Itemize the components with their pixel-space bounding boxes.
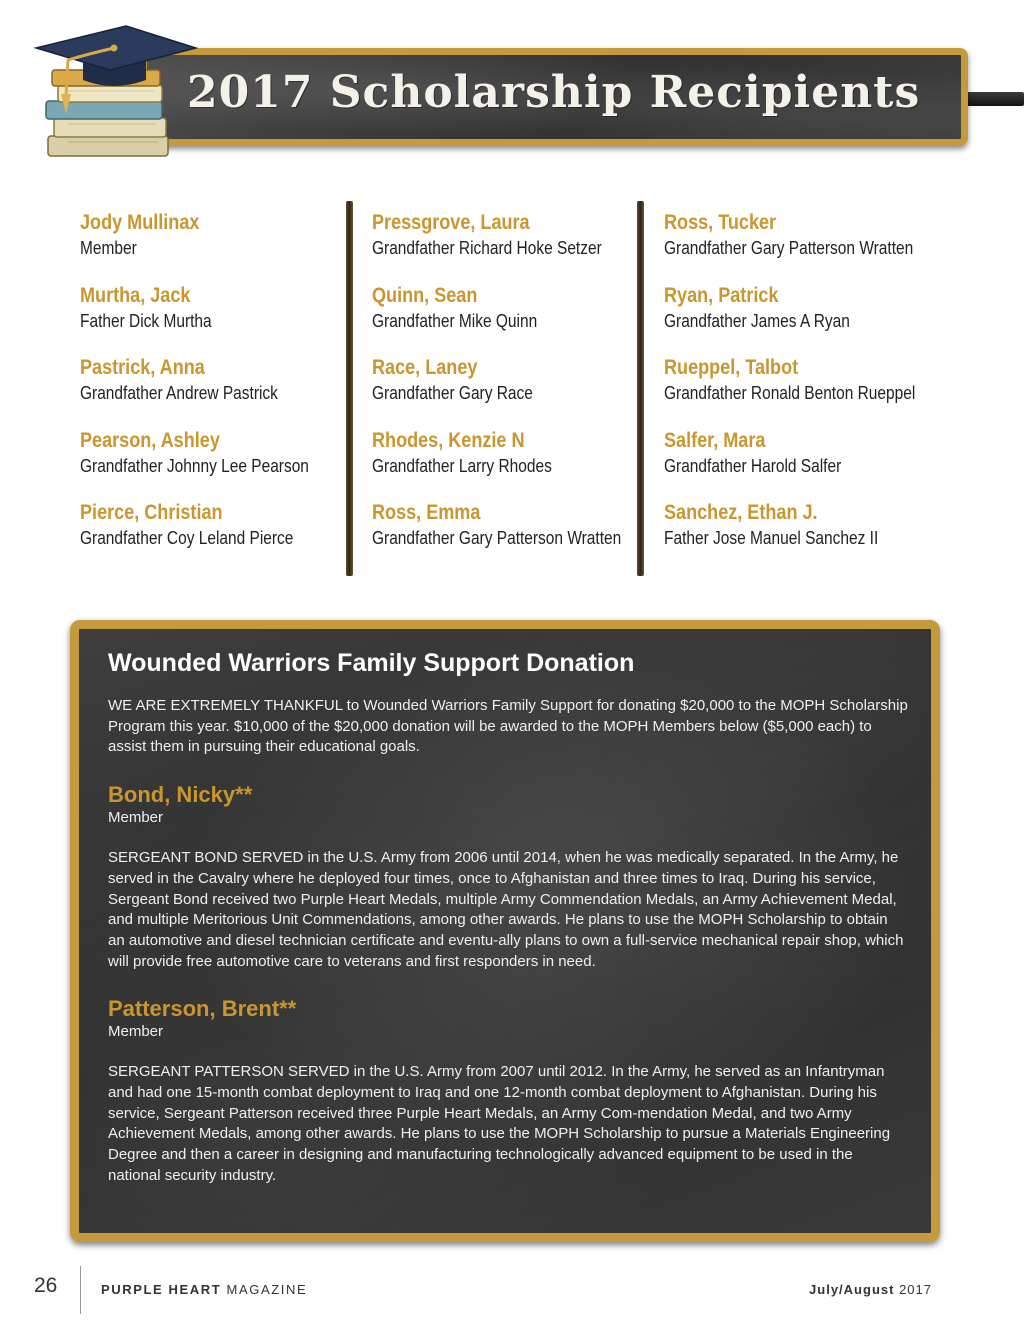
recipient-entry — [372, 500, 632, 573]
recipients-column-2 — [372, 210, 632, 573]
donee-bio: SERGEANT PATTERSON SERVED in the U.S. Army from 2007 until 2012. In the Army, he served as an Infantryman and had one 15-month combat deployment to Iraq and one 12-month combat deployment to Afghanistan. During his service, Sergeant Patterson received three Purple Heart Medals, an Army Com-mendation Medal, and two Army Achievement Medals, among other awards. He plans to use the MOPH Scholarship to pursue a Materials Engineering Degree and then a career in designing and manufacturing technologically advanced equipment to be used in the national security industry. — [108, 1063, 891, 1184]
recipient-entry — [664, 500, 924, 573]
column-divider — [346, 201, 353, 576]
recipient-relation: Grandfather Ronald Benton Rueppel — [664, 383, 916, 403]
recipient-name: Jody Mullinax — [80, 211, 200, 234]
column-divider — [637, 201, 644, 576]
magazine-name-bold: PURPLE HEART — [101, 1282, 222, 1297]
recipient-entry — [372, 428, 632, 501]
recipient-relation: Grandfather Gary Patterson Wratten — [372, 528, 622, 548]
recipient-name: Pressgrove, Laura — [372, 211, 530, 234]
footer-divider — [80, 1266, 81, 1314]
page-number: 26 — [34, 1274, 58, 1297]
recipient-name: Ross, Emma — [372, 501, 481, 524]
recipient-entry — [372, 210, 632, 283]
recipient-entry — [372, 283, 632, 356]
donation-intro: WE ARE EXTREMELY THANKFUL to Wounded Warriors Family Support for donating $20,000 to the MOPH Scholarship Program this year. $10,000 of the $20,000 donation will be awarded to the MOPH Members below ($5,000 each) to assist them in pursuing their educational goals. — [108, 697, 908, 756]
recipient-relation: Father Jose Manuel Sanchez II — [664, 528, 879, 548]
recipient-name: Pearson, Ashley — [80, 428, 220, 452]
recipient-name: Rueppel, Talbot — [664, 356, 799, 379]
recipient-name: Race, Laney — [372, 356, 478, 379]
recipient-relation: Member — [80, 238, 137, 258]
recipient-name: Ryan, Patrick — [664, 283, 779, 307]
recipient-entry — [664, 428, 924, 501]
donee-role: Member — [108, 809, 164, 827]
recipient-name: Pastrick, Anna — [80, 356, 205, 379]
donee-name: Patterson, Brent** — [108, 996, 297, 1022]
recipient-entry — [664, 355, 924, 428]
recipient-entry — [664, 210, 924, 283]
recipient-name: Sanchez, Ethan J. — [664, 501, 818, 524]
donation-title: Wounded Warriors Family Support Donation — [108, 649, 635, 677]
recipient-entry — [80, 210, 340, 283]
recipient-relation: Grandfather Richard Hoke Setzer — [372, 238, 602, 258]
recipient-entry — [372, 355, 632, 428]
issue-month: July/August — [809, 1282, 895, 1297]
recipient-name: Rhodes, Kenzie N — [372, 428, 525, 452]
graduation-cap-books-icon — [28, 18, 198, 168]
recipient-relation: Grandfather James A Ryan — [664, 310, 850, 331]
recipient-relation: Grandfather Gary Race — [372, 383, 533, 403]
recipient-relation: Grandfather Andrew Pastrick — [80, 383, 278, 403]
recipient-name: Murtha, Jack — [80, 283, 191, 307]
donation-content — [108, 647, 908, 1187]
banner-bar-decoration — [965, 92, 1024, 106]
recipient-entry — [664, 283, 924, 356]
recipient-name: Quinn, Sean — [372, 283, 478, 307]
recipients-column-1 — [80, 210, 340, 573]
recipient-relation: Father Dick Murtha — [80, 310, 212, 331]
recipient-relation: Grandfather Mike Quinn — [372, 310, 538, 331]
recipients-column-3 — [664, 210, 924, 573]
magazine-name-rest: MAGAZINE — [226, 1282, 308, 1297]
donation-chalkboard — [70, 620, 940, 1242]
recipient-entry — [80, 428, 340, 501]
issue-year: 2017 — [899, 1282, 932, 1297]
page-title: 2017 Scholarship Recipients — [187, 67, 921, 118]
recipient-relation: Grandfather Harold Salfer — [664, 455, 842, 476]
recipient-name: Salfer, Mara — [664, 428, 766, 452]
magazine-name — [101, 1282, 307, 1297]
recipient-name: Pierce, Christian — [80, 501, 223, 524]
recipient-relation: Grandfather Coy Leland Pierce — [80, 528, 294, 548]
recipient-name: Ross, Tucker — [664, 211, 777, 234]
recipient-relation: Grandfather Johnny Lee Pearson — [80, 455, 309, 476]
recipient-relation: Grandfather Larry Rhodes — [372, 455, 552, 476]
donee-bio: SERGEANT BOND SERVED in the U.S. Army from 2006 until 2014, when he was medically separated. In the Army, he served in the Cavalry where he deployed four times, once to Afghanistan and three times to Iraq. During his service, Sergeant Bond received two Purple Heart Medals, multiple Army Commendation Medals, an Army Achievement Medal, and multiple Meritorious Unit Commendations, among other awards. He plans to use the MOPH Scholarship to obtain an automotive and diesel technician certificate and eventu-ally plans to own a full-service mechanical repair shop, which will provide free automotive care to veterans and first responders in need. — [108, 849, 904, 970]
recipient-entry — [80, 283, 340, 356]
recipient-relation: Grandfather Gary Patterson Wratten — [664, 238, 914, 258]
issue-date — [809, 1282, 932, 1297]
recipient-entry — [80, 355, 340, 428]
title-banner — [140, 48, 968, 146]
recipient-entry — [80, 500, 340, 573]
donee-name: Bond, Nicky** — [108, 782, 253, 808]
donee-role: Member — [108, 1023, 164, 1041]
